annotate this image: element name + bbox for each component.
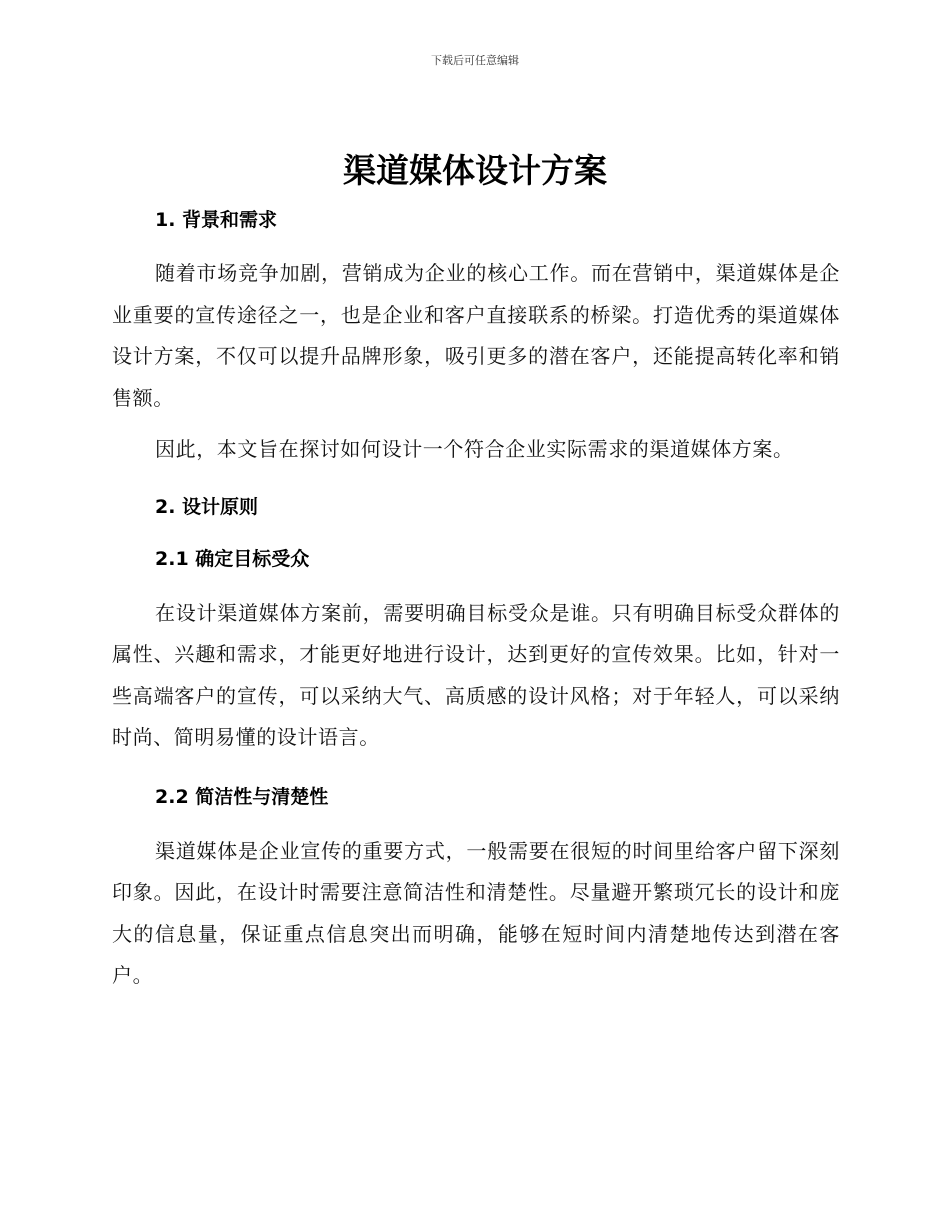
document-title: 渠道媒体设计方案	[343, 151, 607, 190]
section-heading-target-audience: 2.1 确定目标受众	[155, 547, 310, 570]
page-header-note: 下载后可任意编辑	[431, 54, 519, 67]
section-heading-background: 1. 背景和需求	[155, 209, 278, 231]
section-heading-design-principles: 2. 设计原则	[155, 495, 259, 518]
section-heading-simplicity-clarity: 2.2 简洁性与清楚性	[155, 785, 329, 808]
document-body	[112, 200, 840, 997]
paragraph-target-audience: 在设计渠道媒体方案前，需要明确目标受众是谁。只有明确目标受众群体的属性、兴趣和需求，才能更好地进行设计，达到更好的宣传效果。比如，针对一些高端客户的宣传，可以采纳大气、高质感的设计风格；对于年轻人，可以采纳时尚、简明易懂的设计语言。	[112, 600, 840, 749]
paragraph-simplicity-clarity: 渠道媒体是企业宣传的重要方式，一般需要在很短的时间里给客户留下深刻印象。因此，在设计时需要注意简洁性和清楚性。尽量避开繁琐冗长的设计和庞大的信息量，保证重点信息突出而明确，能够在短时间内清楚地传达到潜在客户。	[112, 838, 840, 987]
paragraph-purpose: 因此，本文旨在探讨如何设计一个符合企业实际需求的渠道媒体方案。	[155, 437, 794, 461]
paragraph-background: 随着市场竞争加剧，营销成为企业的核心工作。而在营销中，渠道媒体是企业重要的宣传途径之一，也是企业和客户直接联系的桥梁。打造优秀的渠道媒体设计方案，不仅可以提升品牌形象，吸引更多的潜在客户，还能提高转化率和销售额。	[112, 261, 840, 410]
